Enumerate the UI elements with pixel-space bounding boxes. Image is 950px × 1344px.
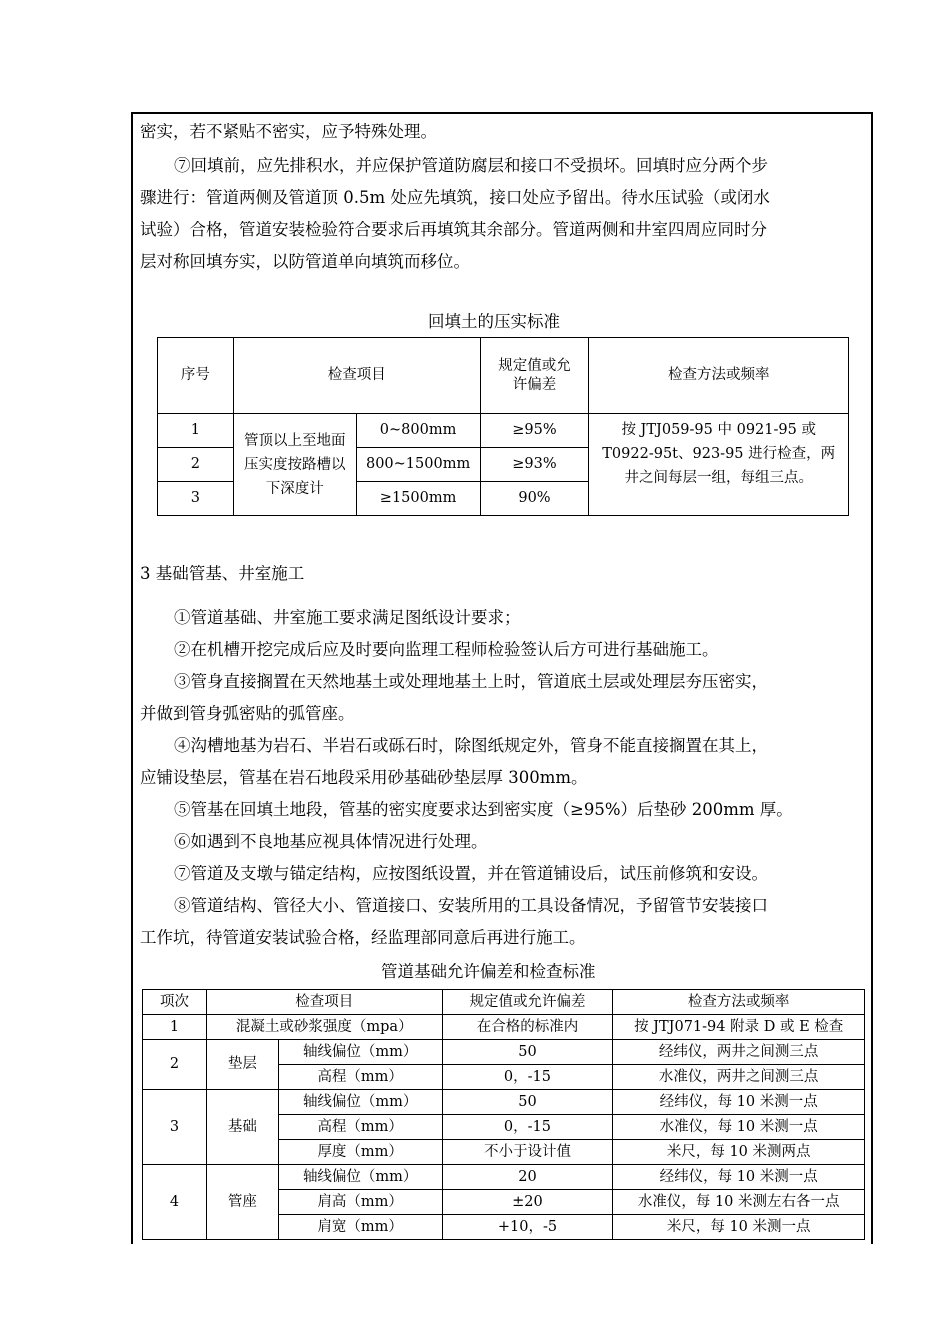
row-value: 20	[442, 1165, 613, 1190]
paragraph-item-6: ⑥如遇到不良地基应视具体情况进行处理。	[174, 832, 488, 851]
row-no: 2	[158, 448, 234, 482]
row-value: ≥95%	[480, 414, 589, 448]
table-row	[143, 1040, 865, 1065]
row-method: 水准仪，每 10 米测一点	[613, 1115, 865, 1140]
row-value: 在合格的标准内	[442, 1015, 613, 1040]
compaction-standard-table	[157, 337, 849, 516]
table-row	[158, 414, 849, 448]
row-value: 0，-15	[442, 1065, 613, 1090]
table-row	[143, 1165, 865, 1190]
header-item: 检查项目	[233, 338, 480, 414]
row-no: 2	[143, 1040, 207, 1090]
row-method: 水准仪，两井之间测三点	[613, 1065, 865, 1090]
row-value: 0，-15	[442, 1115, 613, 1140]
paragraph-continuation: 密实，若不紧贴不密实，应予特殊处理。	[140, 122, 437, 141]
paragraph-backfill-line3: 试验）合格，管道安装检验符合要求后再填筑其余部分。管道两侧和井室四周应同时分	[140, 220, 767, 239]
row-value: 50	[442, 1090, 613, 1115]
group-label: 管座	[206, 1165, 278, 1240]
foundation-tolerance-table	[142, 989, 865, 1240]
header-method: 检查方法或频率	[613, 990, 865, 1015]
row-item: 混凝土或砂浆强度（mpa）	[206, 1015, 442, 1040]
paragraph-item-8-line1: ⑧管道结构、管径大小、管道接口、安装所用的工具设备情况，予留管节安装接口	[174, 896, 768, 915]
row-item: 高程（mm）	[278, 1065, 442, 1090]
row-no: 4	[143, 1165, 207, 1240]
row-depth: ≥1500mm	[356, 482, 480, 516]
table1-title: 回填土的压实标准	[428, 312, 560, 331]
paragraph-item-7: ⑦管道及支墩与锚定结构，应按图纸设置，并在管道铺设后，试压前修筑和安设。	[174, 864, 768, 883]
header-value: 规定值或允许偏差	[442, 990, 613, 1015]
row-no: 1	[143, 1015, 207, 1040]
row-method: 米尺，每 10 米测一点	[613, 1215, 865, 1240]
row-item: 肩宽（mm）	[278, 1215, 442, 1240]
depth-group-label: 管顶以上至地面压实度按路槽以下深度计	[233, 414, 356, 516]
row-value: ±20	[442, 1190, 613, 1215]
header-item: 检查项目	[206, 990, 442, 1015]
paragraph-item-1: ①管道基础、井室施工要求满足图纸设计要求；	[174, 608, 521, 627]
table-row	[143, 990, 865, 1015]
table-row	[158, 338, 849, 414]
row-value: 不小于设计值	[442, 1140, 613, 1165]
row-value: +10，-5	[442, 1215, 613, 1240]
header-value: 规定值或允许偏差	[480, 338, 589, 414]
row-no: 1	[158, 414, 234, 448]
row-method: 经纬仪，两井之间测三点	[613, 1040, 865, 1065]
row-method: 按 JTJ071-94 附录 D 或 E 检查	[613, 1015, 865, 1040]
method-cell: 按 JTJ059-95 中 0921-95 或 T0922-95t、923-95 进行检查，两井之间每层一组，每组三点。	[589, 414, 849, 516]
paragraph-item-5: ⑤管基在回填土地段，管基的密实度要求达到密实度（≥95%）后垫砂 200mm 厚。	[174, 800, 793, 819]
paragraph-item-3-line2: 并做到管身弧密贴的弧管座。	[140, 704, 355, 723]
row-value: ≥93%	[480, 448, 589, 482]
row-value: 90%	[480, 482, 589, 516]
paragraph-backfill-line4: 层对称回填夯实，以防管道单向填筑而移位。	[140, 252, 470, 271]
paragraph-item-4-line2: 应铺设垫层，管基在岩石地段采用砂基础砂垫层厚 300mm。	[140, 768, 588, 787]
header-no: 序号	[158, 338, 234, 414]
header-no: 项次	[143, 990, 207, 1015]
row-depth: 800~1500mm	[356, 448, 480, 482]
row-item: 高程（mm）	[278, 1115, 442, 1140]
row-item: 轴线偏位（mm）	[278, 1165, 442, 1190]
row-method: 经纬仪，每 10 米测一点	[613, 1165, 865, 1190]
row-value: 50	[442, 1040, 613, 1065]
table2-title: 管道基础允许偏差和检查标准	[381, 962, 596, 981]
row-depth: 0~800mm	[356, 414, 480, 448]
paragraph-item-4-line1: ④沟槽地基为岩石、半岩石或砾石时，除图纸规定外，管身不能直接搁置在其上，	[174, 736, 768, 755]
table-row	[143, 1015, 865, 1040]
paragraph-item-2: ②在机槽开挖完成后应及时要向监理工程师检验签认后方可进行基础施工。	[174, 640, 719, 659]
row-no: 3	[143, 1090, 207, 1165]
header-method: 检查方法或频率	[589, 338, 849, 414]
group-label: 基础	[206, 1090, 278, 1165]
table-row	[143, 1090, 865, 1115]
group-label: 垫层	[206, 1040, 278, 1090]
section-heading: 3 基础管基、井室施工	[140, 564, 305, 583]
row-item: 轴线偏位（mm）	[278, 1040, 442, 1065]
row-item: 肩高（mm）	[278, 1190, 442, 1215]
row-no: 3	[158, 482, 234, 516]
row-item: 轴线偏位（mm）	[278, 1090, 442, 1115]
paragraph-backfill-line1: ⑦回填前，应先排积水，并应保护管道防腐层和接口不受损坏。回填时应分两个步	[174, 156, 768, 175]
paragraph-backfill-line2: 骤进行：管道两侧及管道顶 0.5m 处应先填筑，接口处应予留出。待水压试验（或闭水	[140, 188, 770, 207]
row-method: 米尺，每 10 米测两点	[613, 1140, 865, 1165]
paragraph-item-3-line1: ③管身直接搁置在天然地基土或处理地基土上时，管道底土层或处理层夯压密实，	[174, 672, 768, 691]
paragraph-item-8-line2: 工作坑，待管道安装试验合格，经监理部同意后再进行施工。	[140, 928, 586, 947]
row-item: 厚度（mm）	[278, 1140, 442, 1165]
row-method: 水准仪，每 10 米测左右各一点	[613, 1190, 865, 1215]
row-method: 经纬仪，每 10 米测一点	[613, 1090, 865, 1115]
